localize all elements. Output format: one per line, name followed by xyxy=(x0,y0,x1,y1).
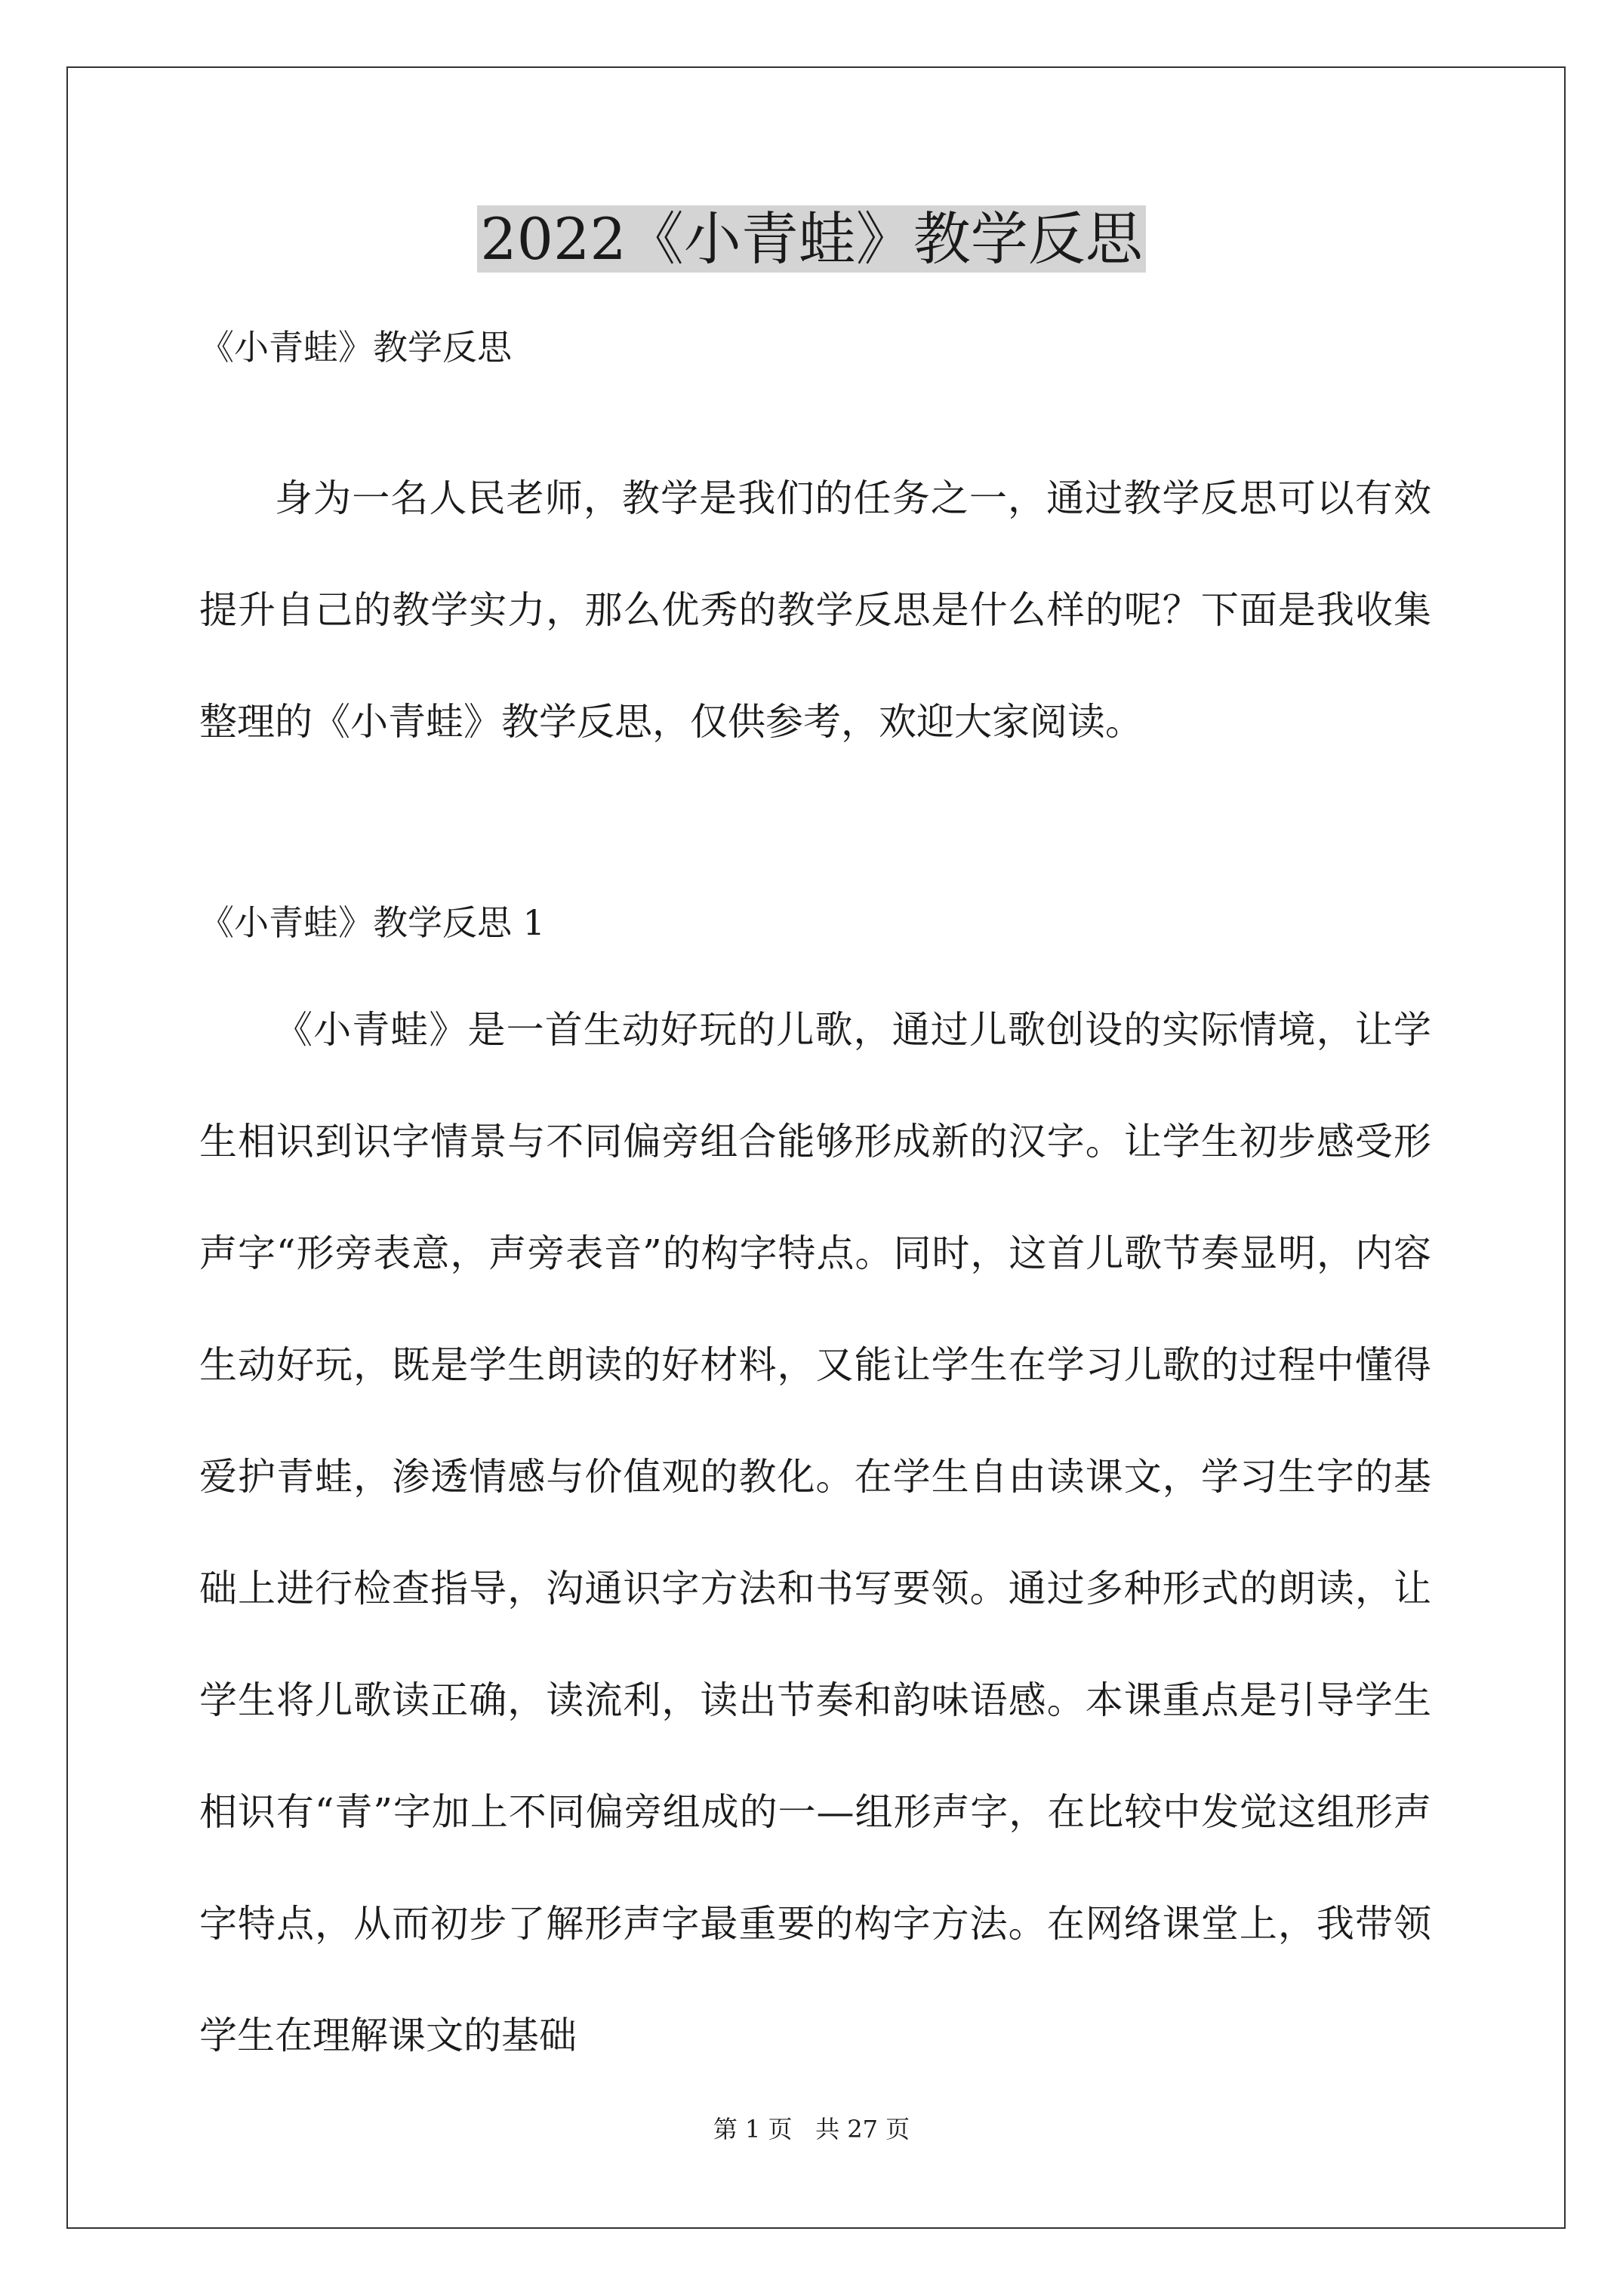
document-title xyxy=(0,198,1623,281)
intro-heading: 《小青蛙》教学反思 xyxy=(199,327,512,368)
document-title-text: 2022《小青蛙》教学反思 xyxy=(477,205,1145,273)
section-1-heading: 《小青蛙》教学反思 1 xyxy=(199,902,545,943)
intro-paragraph: 身为一名人民老师，教学是我们的任务之一，通过教学反思可以有效提升自己的教学实力，那么优秀的教学反思是什么样的呢？下面是我收集整理的《小青蛙》教学反思，仅供参考，欢迎大家阅读。 xyxy=(199,476,1431,744)
section-1-paragraph: 《小青蛙》是一首生动好玩的儿歌，通过儿歌创设的实际情境，让学生相识到识字情景与不同偏旁组合能够形成新的汉字。让学生初步感受形声字“形旁表意，声旁表音”的构字特点。同时，这首儿歌节奏显明，内容生动好玩，既是学生朗读的好材料，又能让学生在学习儿歌的过程中懂得爱护青蛙，渗透情感与价值观的教化。在学生自由读课文，学习生字的基础上进行检查指导，沟通识字方法和书写要领。通过多种形式的朗读，让学生将儿歌读正确，读流利，读出节奏和韵味语感。本课重点是引导学生相识有“青”字加上不同偏旁组成的一—组形声字，在比较中发觉这组形声字特点，从而初步了解形声字最重要的构字方法。在网络课堂上，我带领学生在理解课文的基础 xyxy=(199,1008,1431,2057)
page-footer: 第 1 页 共 27 页 xyxy=(713,2115,910,2143)
